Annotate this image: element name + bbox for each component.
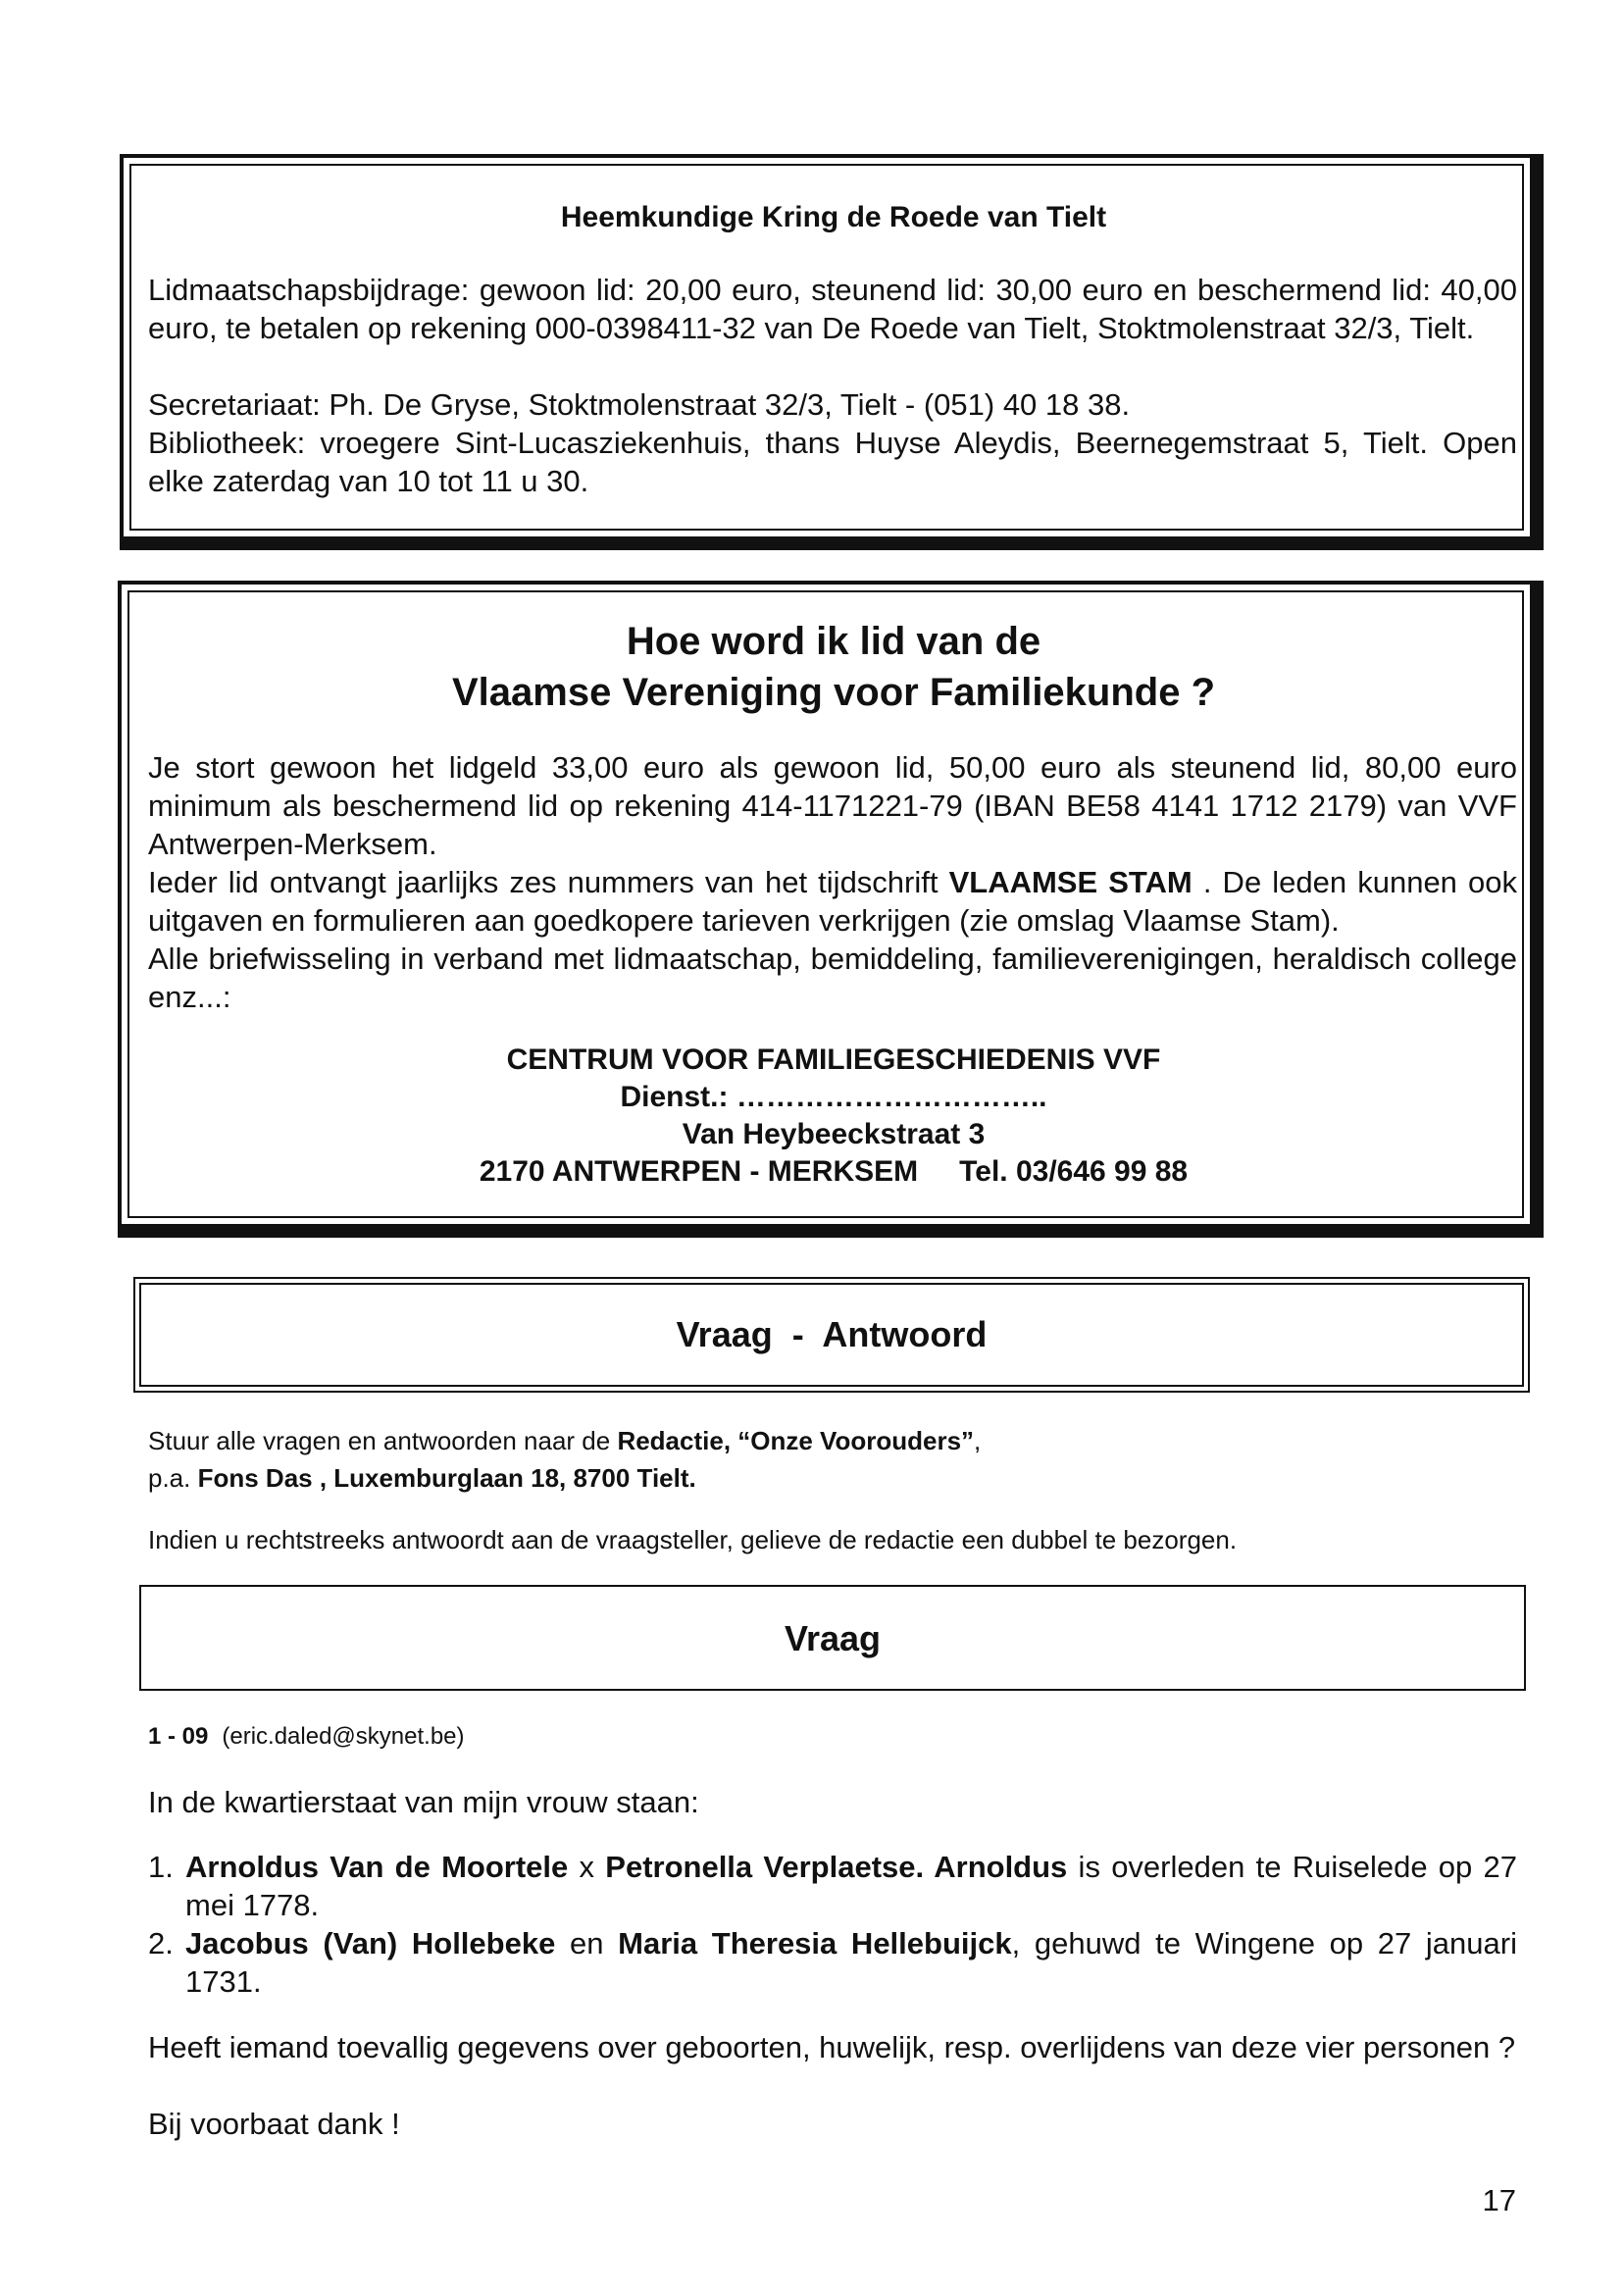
vvf-magazine-text-after: . De leden kunnen ook uitgaven en formulieren aan goedkopere tarieven verkrijgen (zie omslag Vlaamse Stam). [148,865,1517,938]
vvf-address-line1: CENTRUM VOOR FAMILIEGESCHIEDENIS VVF [506,1044,1161,1076]
vraag-reference [148,1718,1521,1756]
list-item-period: . [915,1850,935,1884]
kring-membership-text: Lidmaatschapsbijdrage: gewoon lid: 20,00 euro, steunend lid: 30,00 euro en beschermend lid: 40,00 euro, te betalen op rekening 000-0398411-32 van De Roede van Tielt, Stoktmolenstraat 32/3, Tielt. [148,273,1517,345]
vraag-antwoord-intro-line2 [148,1459,1521,1497]
intro1-text: Stuur alle vragen en antwoorden naar de [148,1426,618,1455]
vraag-antwoord-title: Vraag - Antwoord [676,1314,988,1354]
vvf-address-line4 [147,1153,1520,1191]
kring-title: Heemkundige Kring de Roede van Tielt [560,201,1107,233]
vvf-fee-paragraph: Je stort gewoon het lidgeld 33,00 euro als gewoon lid, 50,00 euro als steunend lid, 80,00 euro minimum als beschermend lid op rekening 414-1171221-79 (IBAN BE58 4141 1712 2179) van VVF Antwerpen-Merksem. [148,750,1517,861]
person-name: Arnoldus [934,1850,1068,1884]
list-item-rest: is overleden te Ruiselede op 27 mei 1778. [185,1850,1518,1922]
vraag-intro: In de kwartierstaat van mijn vrouw staan: [148,1785,699,1819]
list-item-separator: en [555,1926,619,1960]
vraag-list-item [148,1924,1517,2001]
vvf-correspondence-paragraph: Alle briefwisseling in verband met lidmaatschap, bemiddeling, familieverenigingen, heraldisch college enz...: [148,942,1517,1014]
person-name: Arnoldus Van de Moortele [185,1850,569,1884]
list-item-separator: x [568,1850,606,1884]
kring-library-text: Bibliotheek: vroegere Sint-Lucasziekenhuis, thans Huyse Aleydis, Beernegemstraat 5, Tielt. Open elke zaterdag van 10 tot 11 u 30. [148,426,1517,498]
person-name: Petronella Verplaetse [605,1850,916,1884]
list-item-number: 1. [148,1850,174,1884]
vvf-address-line3: Van Heybeeckstraat 3 [682,1118,986,1150]
vraag-title: Vraag [784,1618,882,1658]
vlaamse-stam-title: VLAAMSE STAM [948,865,1193,899]
vvf-title-line2: Vlaamse Vereniging voor Familiekunde ? [451,671,1216,714]
vvf-address-city: 2170 ANTWERPEN - MERKSEM [479,1155,919,1188]
intro2-text: p.a. [148,1463,198,1493]
vraag-antwoord-intro-line1 [148,1422,1521,1459]
vraag-closing-question: Heeft iemand toevallig gegevens over geboorten, huwelijk, resp. overlijdens van deze vier personen ? [148,2030,1516,2064]
vvf-address-tel: Tel. 03/646 99 88 [959,1155,1189,1188]
vvf-title-line1: Hoe word ik lid van de [626,620,1041,663]
redactie-address: Fons Das , Luxemburglaan 18, 8700 Tielt. [197,1463,696,1493]
list-item-body [185,1924,1517,2001]
vraag-antwoord-intro-line3: Indien u rechtstreeks antwoordt aan de vraagsteller, gelieve de redactie een dubbel te bezorgen. [148,1525,1238,1554]
person-name: Jacobus (Van) Hollebeke [185,1926,556,1960]
list-item-rest: , gehuwd te Wingene op 27 januari 1731. [185,1926,1517,1999]
list-item-body [185,1848,1517,1924]
intro1-punct: , [974,1426,982,1455]
vraag-ref-code: 1 - 09 [148,1723,209,1750]
person-name: Maria Theresia Hellebuijck [618,1926,1012,1960]
list-item-number: 2. [148,1926,174,1960]
vvf-magazine-text-before: Ieder lid ontvangt jaarlijks zes nummers van het tijdschrift [148,865,949,899]
vraag-list-item [148,1848,1517,1924]
kring-secretariat-text: Secretariaat: Ph. De Gryse, Stoktmolenstraat 32/3, Tielt - (051) 40 18 38. [148,387,1131,422]
vraag-closing-thanks: Bij voorbaat dank ! [148,2107,400,2141]
vvf-address-line2: Dienst.: ………………………….. [620,1081,1047,1113]
page-number: 17 [1482,2183,1516,2217]
vraag-ref-email: (eric.daled@skynet.be) [222,1723,465,1750]
vvf-magazine-paragraph [148,863,1517,940]
redactie-name: Redactie, “Onze Voorouders” [617,1426,975,1455]
